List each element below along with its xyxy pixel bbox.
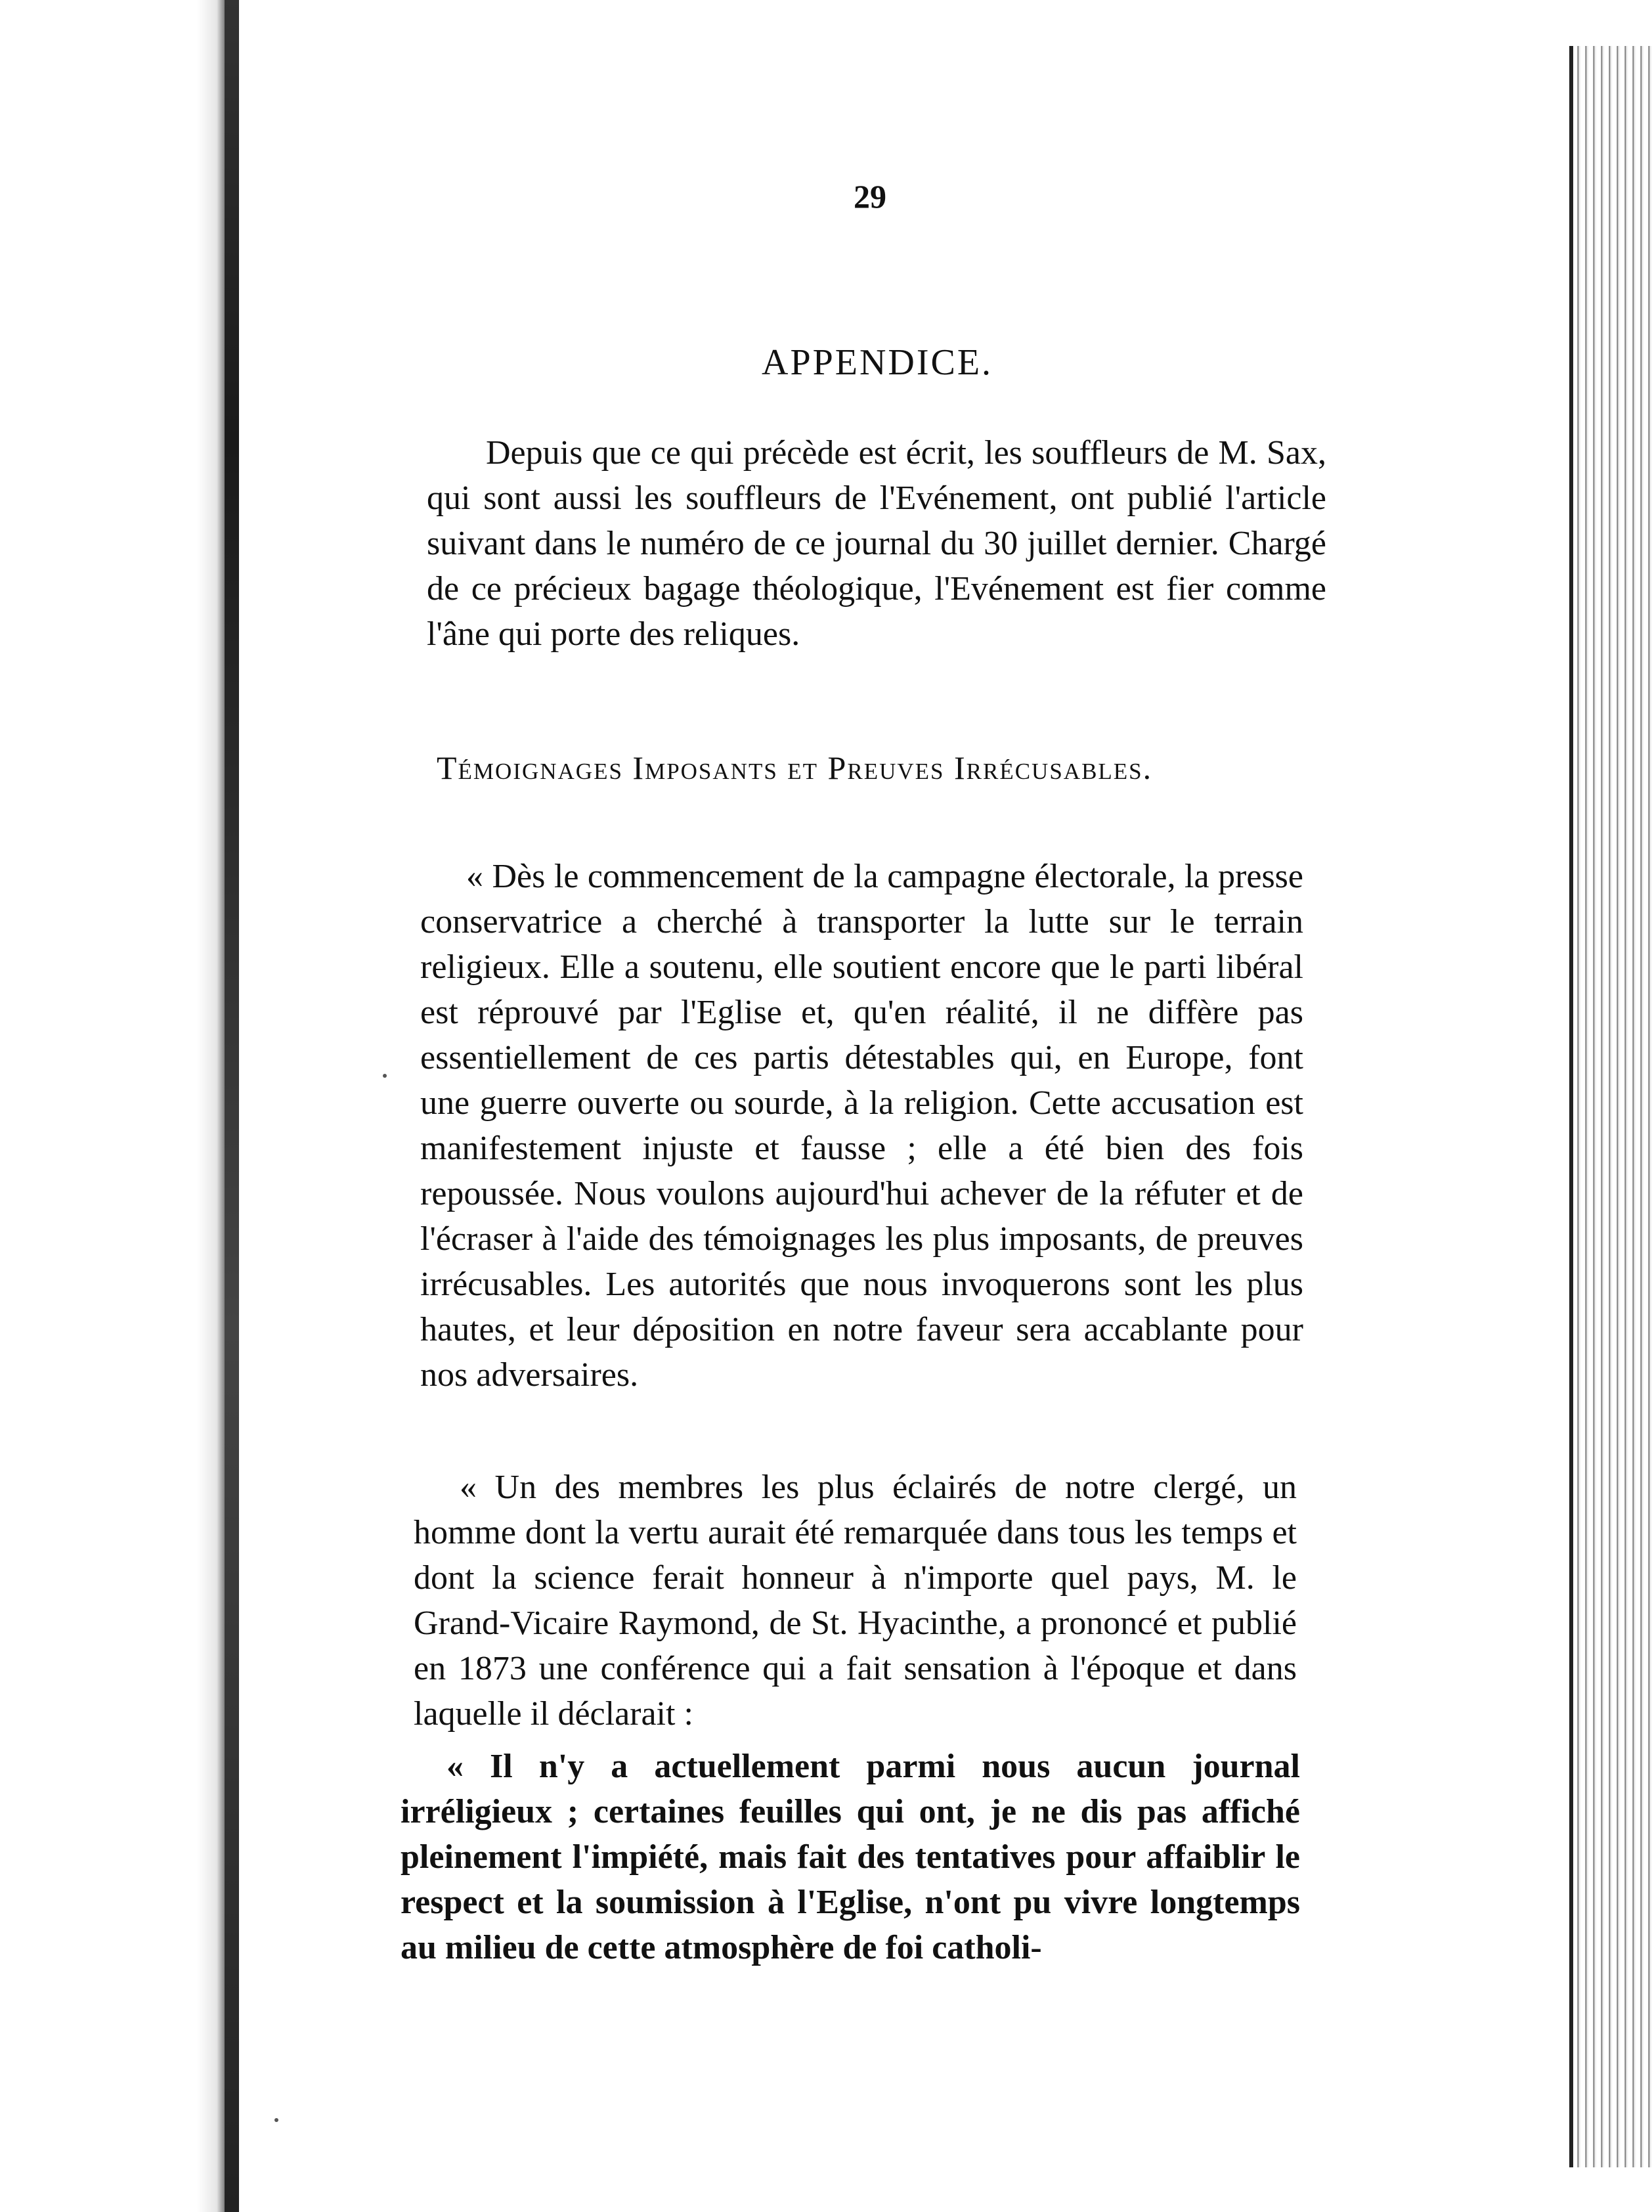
quote-paragraph-3: « Il n'y a actuellement parmi nous aucun journal irréligieux ; certaines feuilles qui ont, je ne dis pas affiché pleinement l'impiété, mais fait des tentatives pour affaiblir le respect et la soumission à l'Eglise, n'ont pu vivre longtemps au milieu de cette atmosphère de foi catholi- [401,1748,1300,1966]
book-gutter [0,0,236,2212]
page-heading: APPENDICE. [762,342,993,383]
quote-paragraph-1: « Dès le commencement de la campagne électorale, la presse conservatrice a cherché à transporter la lutte sur le terrain religieux. Elle a soutenu, elle soutient encore que le parti libéral est réprouvé par l'Eglise et, qu'en réalité, il ne diffère pas essentiellement de ces partis détestables qui, en Europe, font une guerre ouverte ou sourde, à la religion. Cette accusation est manifestement injuste et fausse ; elle a été bien des fois repoussée. Nous voulons aujourd'hui achever de la réfuter et de l'écraser à l'aide des témoignages les plus imposants, de preuves irrécusables. Les autorités que nous invoquerons sont les plus hautes, et leur déposition en notre faveur sera accablante pour nos adversaires. [420,858,1303,1394]
page-number: 29 [854,178,886,215]
scan-speck [274,2118,278,2122]
page-edges [1569,46,1652,2167]
scan-speck [383,1074,387,1078]
intro-paragraph: Depuis que ce qui précède est écrit, les souffleurs de M. Sax, qui sont aussi les souffleurs de l'Evénement, ont publié l'article suivant dans le numéro de ce journal du 30 juillet dernier. Chargé de ce précieux bagage théologique, l'Evénement est fier comme l'âne qui porte des reliques. [427,434,1326,653]
section-title: Témoignages Imposants et Preuves Irrécusables. [437,749,1153,786]
quote-paragraph-2: « Un des membres les plus éclairés de notre clergé, un homme dont la vertu aurait été remarquée dans tous les temps et dont la science ferait honneur à n'importe quel pays, M. le Grand-Vicaire Raymond, de St. Hyacinthe, a prononcé et publié en 1873 une conférence qui a fait sensation à l'époque et dans laquelle il déclarait : [414,1469,1297,1733]
